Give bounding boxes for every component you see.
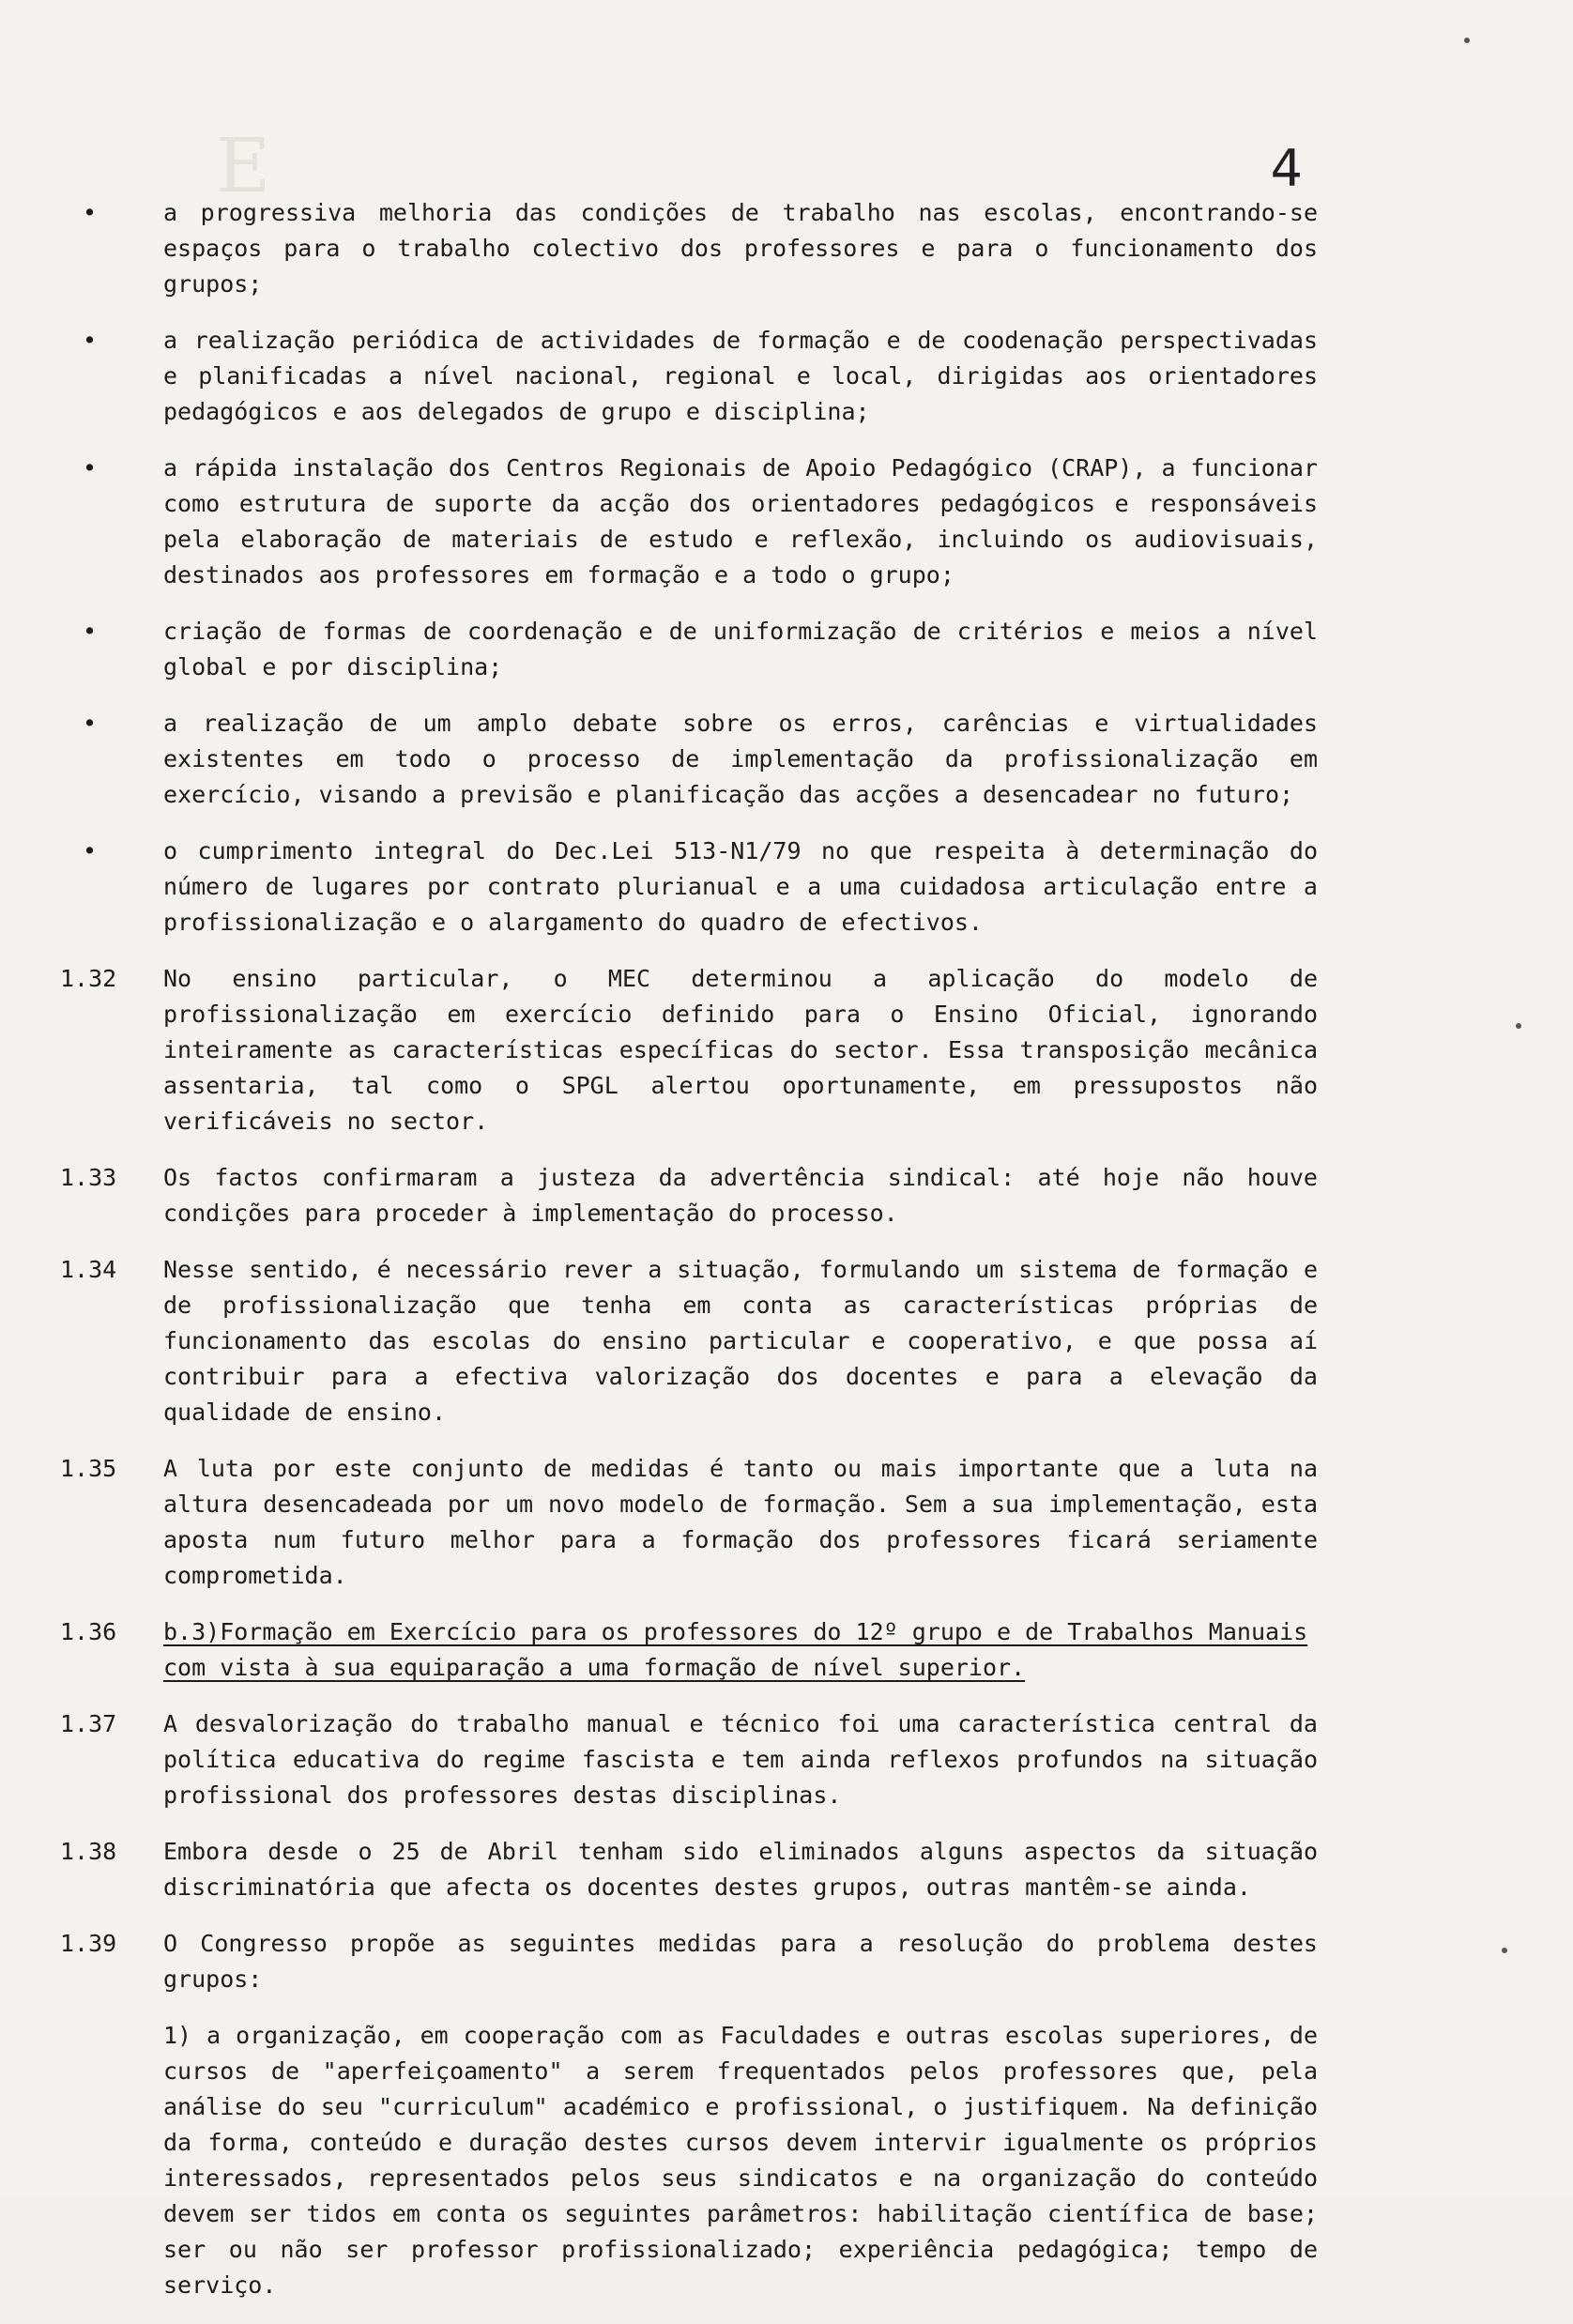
bullet-dot: •: [83, 199, 98, 226]
paragraph-1-37: [60, 1706, 1318, 1813]
bullet-item: [60, 195, 1318, 302]
section-heading: b.3)Formação em Exercício para os professores do 12º grupo e de Trabalhos Manuais com vista à sua equiparação a uma formação de nível superior.: [163, 1618, 1308, 1681]
paragraph-number: 1.37: [60, 1710, 117, 1737]
paragraph-text: Embora desde o 25 de Abril tenham sido eliminados alguns aspectos da situação discriminatória que afecta os docentes destes grupos, outras mantêm-se ainda.: [163, 1838, 1318, 1901]
measure-text: 1) a organização, em cooperação com as Faculdades e outras escolas superiores, de cursos de "aperfeiçoamento" a serem frequentados pelos professores que, pela análise do seu "curriculum" académico e profissional, o justifiquem. Na definição da forma, conteúdo e duração destes cursos devem intervir igualmente os próprios interessados, representados pelos seus sindicatos e na organização do conteúdo devem ser tidos em conta os seguintes parâmetros: habilitação científica de base; ser ou não ser professor profissionalizado; experiência pedagógica; tempo de serviço.: [163, 2022, 1318, 2299]
paragraph-text: No ensino particular, o MEC determinou a aplicação do modelo de profissionalização em exercício definido para o Ensino Oficial, ignorando inteiramente as características específicas do sector. Essa transposição mecânica assentaria, tal como o SPGL alertou oportunamente, em pressupostos não verificáveis no sector.: [163, 965, 1318, 1135]
document-body: [60, 195, 1318, 2324]
bullet-text: a realização de um amplo debate sobre os erros, carências e virtualidades existentes em todo o processo de implementação da profissionalização em exercício, visando a previsão e planificação das acções a desencadear no futuro;: [163, 710, 1318, 808]
section-heading-1-36: [60, 1614, 1318, 1686]
paragraph-text: Os factos confirmaram a justeza da advertência sindical: até hoje não houve condições para proceder à implementação do processo.: [163, 1164, 1318, 1227]
scan-speck: [1516, 1023, 1521, 1029]
bullet-item: [60, 323, 1318, 430]
page-number: 4: [1270, 139, 1303, 198]
scan-speck: [1502, 1948, 1507, 1953]
paragraph-number: 1.35: [60, 1455, 117, 1482]
scan-speck: [1464, 38, 1470, 43]
bullet-item: [60, 451, 1318, 593]
bullet-dot: •: [83, 837, 98, 864]
bullet-dot: •: [83, 618, 98, 645]
bullet-dot: •: [83, 710, 98, 737]
bullet-dot: •: [83, 327, 98, 354]
bullet-text: a progressiva melhoria das condições de trabalho nas escolas, encontrando-se espaços para o trabalho colectivo dos professores e para o funcionamento dos grupos;: [163, 199, 1318, 298]
paragraph-number: 1.39: [60, 1930, 117, 1957]
paragraph-number: 1.36: [60, 1618, 117, 1645]
paragraph-text: A desvalorização do trabalho manual e técnico foi uma característica central da política educativa do regime fascista e tem ainda reflexos profundos na situação profissional dos professores destas disciplinas.: [163, 1710, 1318, 1809]
paragraph-1-39: [60, 1926, 1318, 1997]
paragraph-number: 1.38: [60, 1838, 117, 1865]
bullet-item: [60, 706, 1318, 813]
show-through-mark: E: [216, 122, 271, 209]
paragraph-number: 1.34: [60, 1256, 117, 1283]
bullet-item: [60, 833, 1318, 940]
paragraph-text: O Congresso propõe as seguintes medidas para a resolução do problema destes grupos:: [163, 1930, 1318, 1993]
paragraph-1-32: [60, 961, 1318, 1139]
paragraph-1-38: [60, 1834, 1318, 1905]
paragraph-text: A luta por este conjunto de medidas é tanto ou mais importante que a luta na altura desencadeada por um novo modelo de formação. Sem a sua implementação, esta aposta num futuro melhor para a formação dos professores ficará seriamente comprometida.: [163, 1455, 1318, 1589]
bullet-dot: •: [83, 454, 98, 482]
bullet-item: [60, 614, 1318, 685]
measure-item-1: [60, 2018, 1318, 2303]
paragraph-text: Nesse sentido, é necessário rever a situação, formulando um sistema de formação e de profissionalização que tenha em conta as características próprias de funcionamento das escolas do ensino particular e cooperativo, e que possa aí contribuir para a efectiva valorização dos docentes e para a elevação da qualidade de ensino.: [163, 1256, 1318, 1426]
bullet-text: a rápida instalação dos Centros Regionais de Apoio Pedagógico (CRAP), a funcionar como estrutura de suporte da acção dos orientadores pedagógicos e responsáveis pela elaboração de materiais de estudo e reflexão, incluindo os audiovisuais, destinados aos professores em formação e a todo o grupo;: [163, 454, 1318, 589]
paragraph-number: 1.33: [60, 1164, 117, 1191]
paragraph-1-35: [60, 1451, 1318, 1594]
bullet-text: criação de formas de coordenação e de uniformização de critérios e meios a nível global e por disciplina;: [163, 618, 1318, 680]
paragraph-1-33: [60, 1160, 1318, 1231]
paragraph-1-34: [60, 1252, 1318, 1430]
bullet-text: a realização periódica de actividades de formação e de coodenação perspectivadas e planificadas a nível nacional, regional e local, dirigidas aos orientadores pedagógicos e aos delegados de grupo e disciplina;: [163, 327, 1318, 425]
bullet-text: o cumprimento integral do Dec.Lei 513-N1/79 no que respeita à determinação do número de lugares por contrato plurianual e a uma cuidadosa articulação entre a profissionalização e o alargamento do quadro de efectivos.: [163, 837, 1318, 936]
paragraph-number: 1.32: [60, 965, 117, 992]
